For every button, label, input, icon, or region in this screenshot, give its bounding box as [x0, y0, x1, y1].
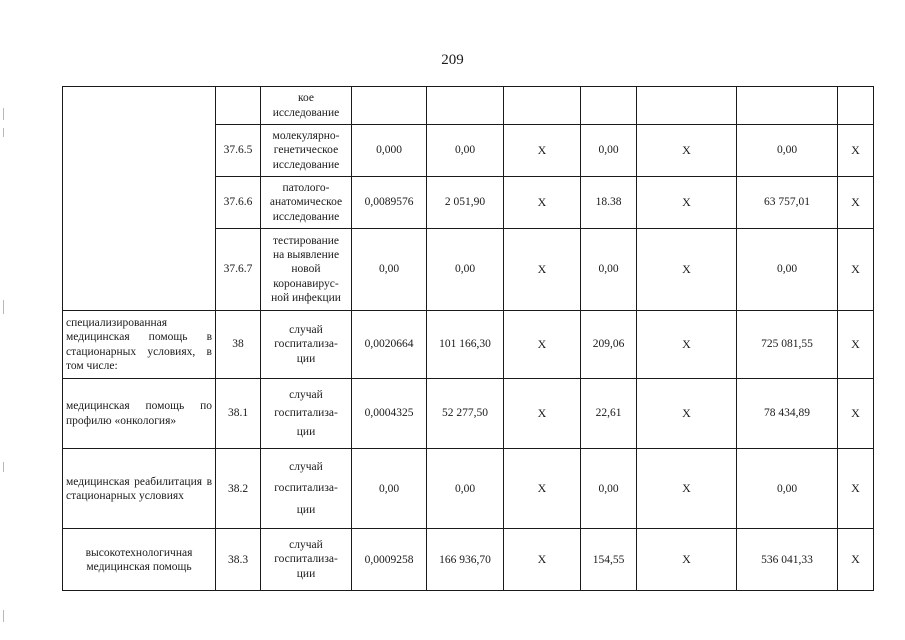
unit-cell [261, 177, 352, 229]
value-cell: X [504, 529, 581, 591]
value-cell [352, 87, 427, 125]
unit-line: случай [289, 388, 323, 401]
value-cell: 0,00 [427, 449, 504, 529]
value-cell: X [637, 125, 737, 177]
value-cell [504, 87, 581, 125]
table-row [63, 529, 874, 591]
value-cell: 78 434,89 [737, 379, 838, 449]
value-cell: X [637, 379, 737, 449]
table-row [63, 87, 874, 125]
page-number: 209 [441, 52, 464, 68]
code-cell [216, 87, 261, 125]
value-cell: X [637, 311, 737, 379]
value-cell: 0,00 [737, 449, 838, 529]
unit-line: исследование [272, 210, 340, 223]
code-cell: 37.6.5 [216, 125, 261, 177]
value-cell: X [504, 449, 581, 529]
code-cell: 37.6.7 [216, 229, 261, 311]
value-cell: 0,000 [352, 125, 427, 177]
value-cell: X [838, 311, 874, 379]
unit-cell [261, 379, 352, 449]
table-row [63, 379, 874, 449]
row-name-cell: высокотехнологичная медицинская помощь [63, 529, 216, 591]
value-cell: X [504, 125, 581, 177]
value-cell: 0,00 [427, 229, 504, 311]
unit-line: госпитализа- [274, 553, 338, 566]
unit-line: генетическое [273, 144, 339, 157]
unit-line: случай [289, 323, 323, 336]
unit-line: госпитализа- [274, 482, 338, 495]
value-cell: X [504, 311, 581, 379]
value-cell [838, 87, 874, 125]
unit-line: ции [296, 503, 316, 516]
unit-cell [261, 229, 352, 311]
row-name-cell: медицинская помощь по профилю «онкология» [63, 379, 216, 449]
unit-line: анатомическое [269, 196, 343, 209]
unit-line: тестирование [273, 234, 339, 247]
unit-line: исследование [272, 106, 340, 119]
value-cell: 0,0004325 [352, 379, 427, 449]
unit-cell [261, 311, 352, 379]
unit-cell [261, 125, 352, 177]
code-cell: 38.2 [216, 449, 261, 529]
row-name-cell: медицинская реабилитация в стационарных условиях [63, 449, 216, 529]
value-cell: X [637, 229, 737, 311]
unit-line: госпитализа- [274, 407, 338, 420]
unit-line: кое [298, 92, 314, 105]
value-cell: 154,55 [581, 529, 637, 591]
unit-line: коронавирус- [273, 277, 339, 290]
value-cell: X [838, 379, 874, 449]
unit-line: госпитализа- [274, 338, 338, 351]
unit-cell [261, 87, 352, 125]
value-cell: X [838, 529, 874, 591]
code-cell: 38.3 [216, 529, 261, 591]
value-cell: 0,00 [581, 229, 637, 311]
value-cell: 0,00 [352, 449, 427, 529]
value-cell: 22,61 [581, 379, 637, 449]
table-row [63, 449, 874, 529]
value-cell: X [637, 449, 737, 529]
unit-line: ции [296, 567, 316, 580]
unit-line: ции [296, 425, 316, 438]
unit-line: ной инфекции [271, 292, 341, 305]
unit-line: молекулярно- [272, 129, 340, 142]
code-cell: 38.1 [216, 379, 261, 449]
value-cell: 0,00 [737, 125, 838, 177]
value-cell: X [838, 449, 874, 529]
value-cell [581, 87, 637, 125]
value-cell: 101 166,30 [427, 311, 504, 379]
value-cell: 0,0009258 [352, 529, 427, 591]
scan-artifact-mark [3, 300, 4, 314]
row-name-cell: специализированная медицинская помощь в стационарных условиях, в том числе: [63, 311, 216, 379]
unit-line: случай [289, 539, 323, 552]
scan-artifact-mark [3, 462, 4, 472]
code-cell: 38 [216, 311, 261, 379]
value-cell [427, 87, 504, 125]
value-cell [737, 87, 838, 125]
unit-line: исследование [272, 158, 340, 171]
value-cell: 18.38 [581, 177, 637, 229]
value-cell: X [637, 177, 737, 229]
value-cell: X [637, 529, 737, 591]
data-table [62, 86, 874, 591]
scan-artifact-mark [3, 128, 4, 137]
value-cell: 209,06 [581, 311, 637, 379]
unit-line: ции [296, 352, 316, 365]
scan-artifact-mark [3, 610, 4, 622]
code-cell: 37.6.6 [216, 177, 261, 229]
value-cell: 0,0089576 [352, 177, 427, 229]
unit-line: случай [289, 461, 323, 473]
unit-cell [261, 529, 352, 591]
value-cell: 725 081,55 [737, 311, 838, 379]
value-cell: 52 277,50 [427, 379, 504, 449]
unit-line: патолого- [282, 181, 330, 194]
value-cell: X [504, 177, 581, 229]
value-cell: X [838, 125, 874, 177]
row-name-cell [63, 87, 216, 311]
value-cell [637, 87, 737, 125]
value-cell: 0,00 [737, 229, 838, 311]
value-cell: X [504, 229, 581, 311]
value-cell: 0,00 [581, 125, 637, 177]
unit-line: новой [291, 263, 321, 276]
scan-artifact-mark [3, 108, 4, 120]
value-cell: 63 757,01 [737, 177, 838, 229]
unit-line: на выявление [272, 248, 340, 261]
value-cell: 166 936,70 [427, 529, 504, 591]
value-cell: 0,0020664 [352, 311, 427, 379]
value-cell: 536 041,33 [737, 529, 838, 591]
value-cell: X [838, 229, 874, 311]
table-row [63, 311, 874, 379]
value-cell: X [504, 379, 581, 449]
unit-cell [261, 449, 352, 529]
value-cell: 0,00 [581, 449, 637, 529]
value-cell: 0,00 [427, 125, 504, 177]
value-cell: 2 051,90 [427, 177, 504, 229]
value-cell: 0,00 [352, 229, 427, 311]
value-cell: X [838, 177, 874, 229]
